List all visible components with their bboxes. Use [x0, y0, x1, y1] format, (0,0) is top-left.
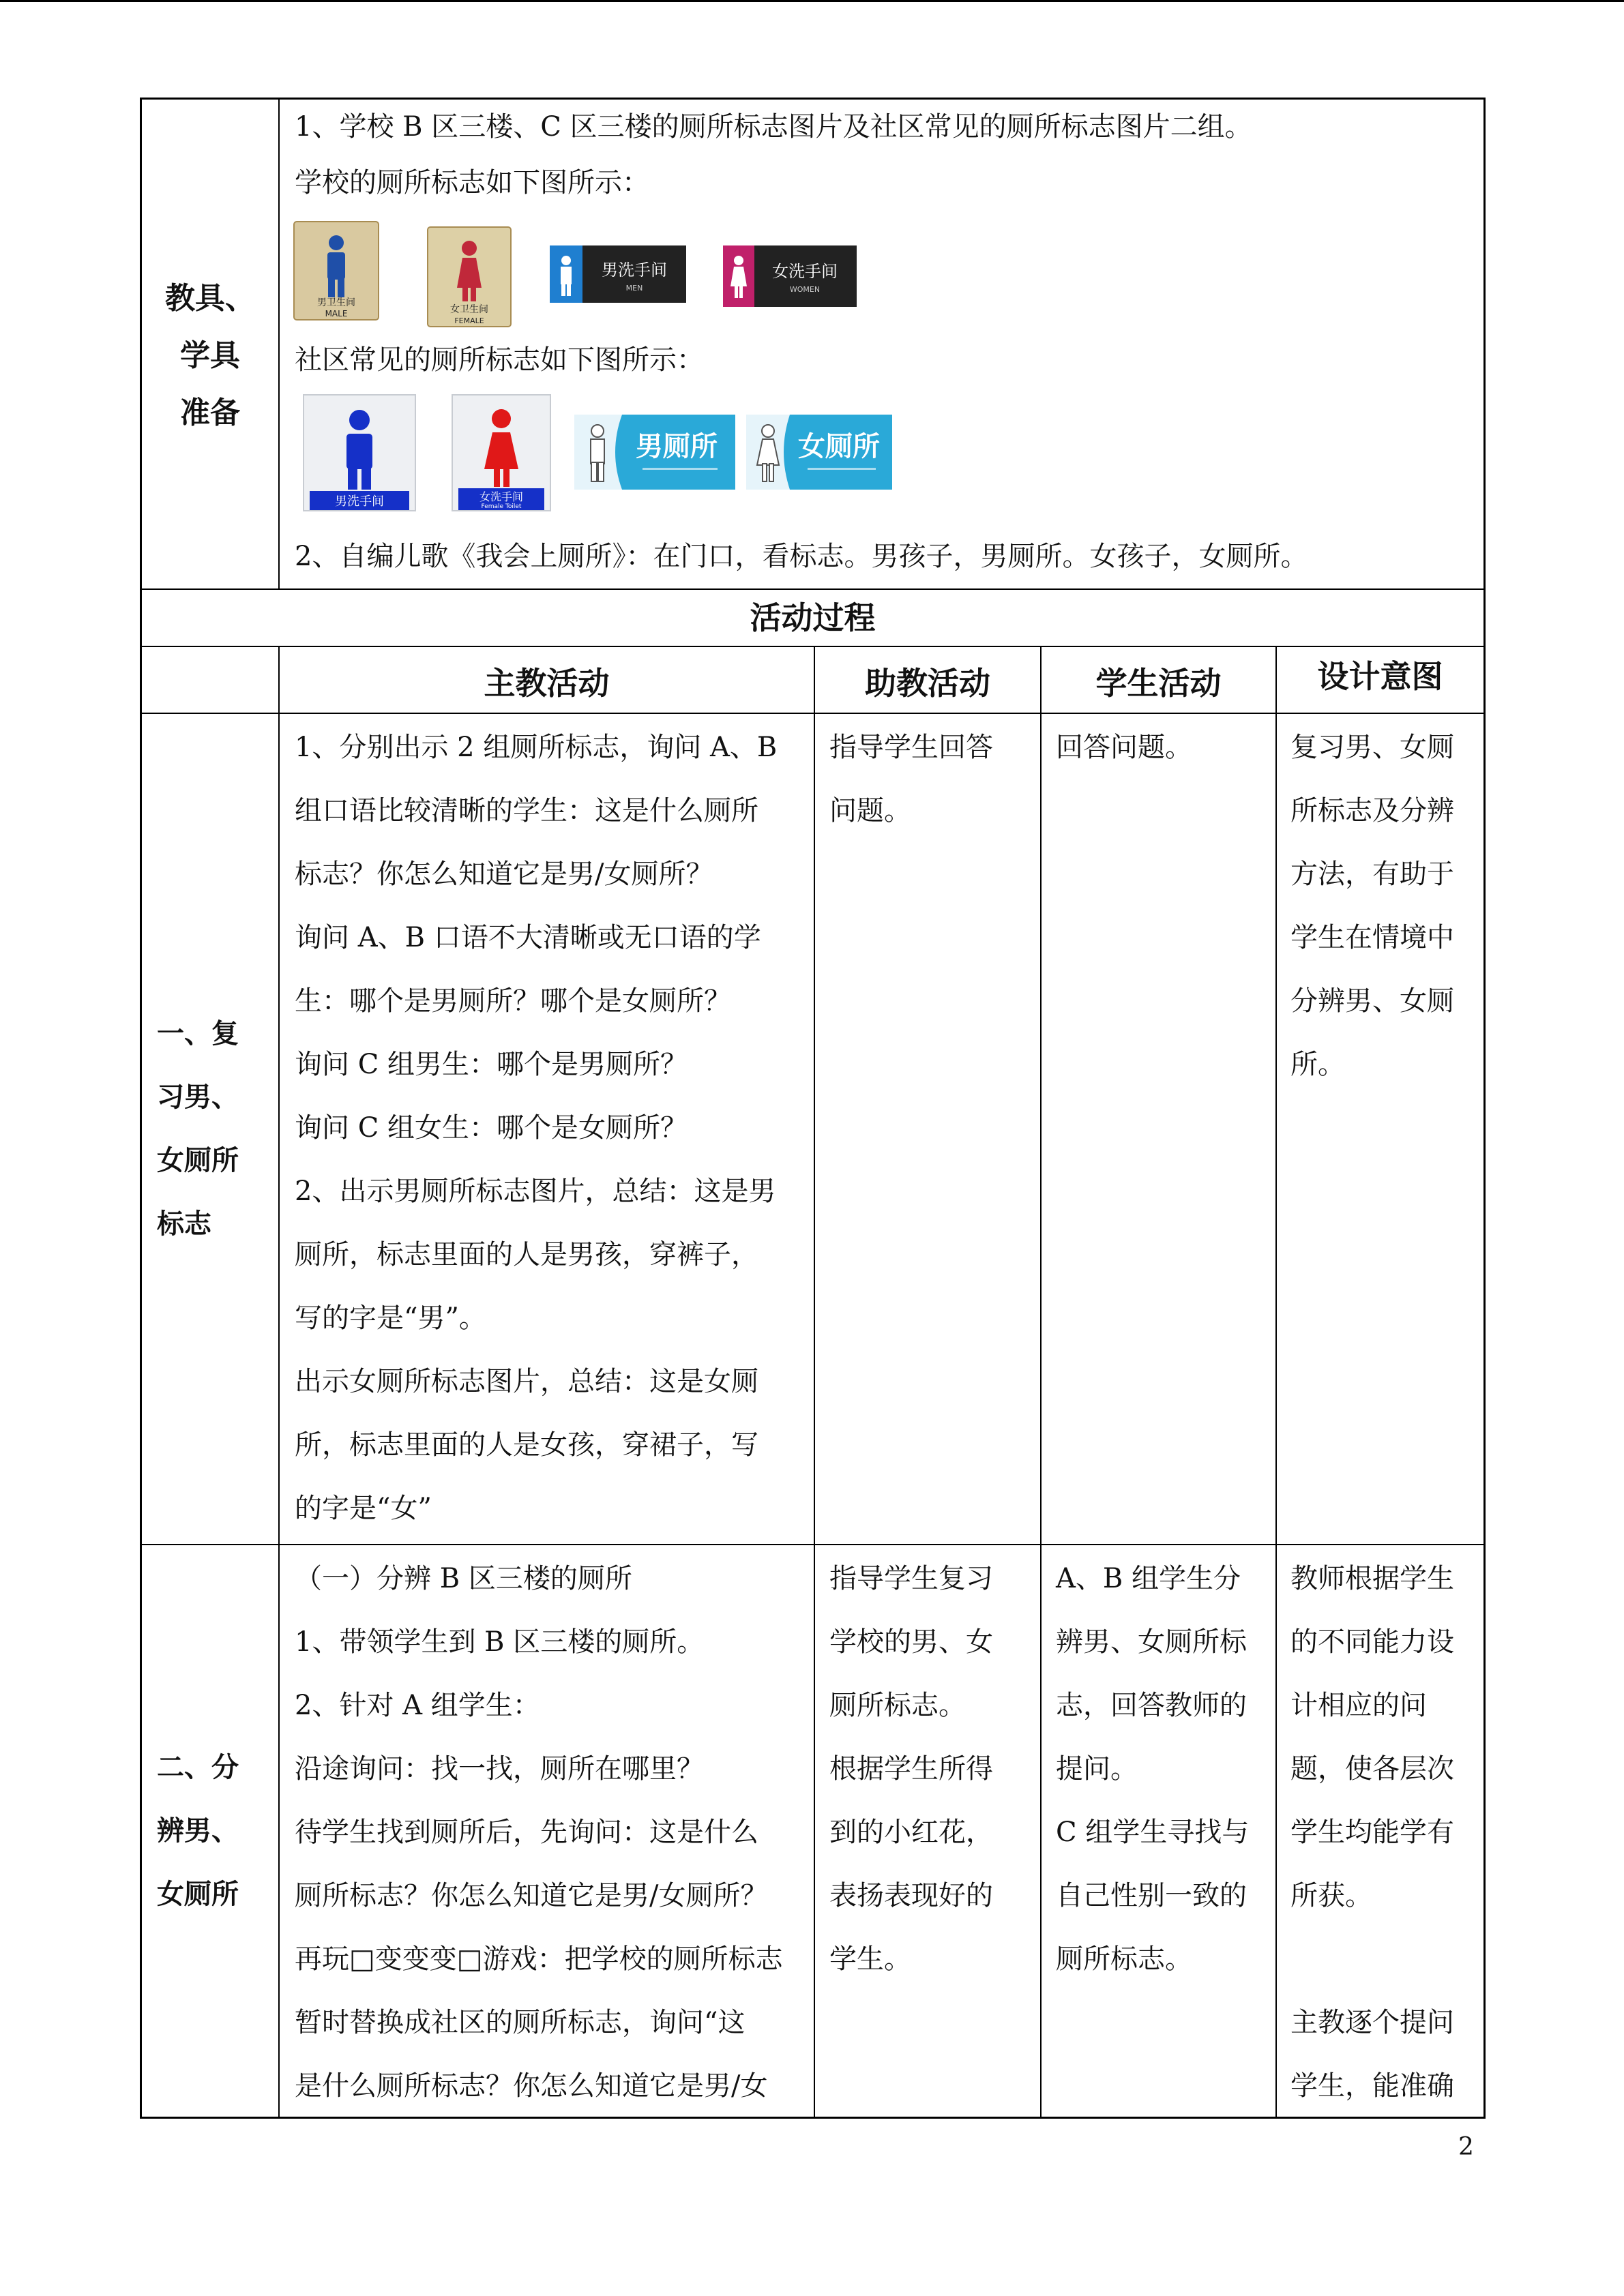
- section2-assist: [829, 1547, 1034, 1991]
- col-divider: [278, 100, 280, 588]
- text-line: A、B 组学生分: [1056, 1563, 1241, 1594]
- sign-caption-en: MEN: [625, 284, 643, 293]
- page-number: 2: [1458, 2133, 1474, 2161]
- prep-line-2: 学校的厕所标志如下图所示：: [295, 167, 649, 198]
- sign-caption-en: FEMALE: [454, 316, 484, 325]
- community-male-sign: [303, 394, 416, 511]
- women-washroom-icon: [723, 245, 857, 307]
- process-title: 活动过程: [750, 599, 876, 636]
- text-line: 学生。: [829, 1943, 911, 1975]
- section-label-line: 辨男、: [157, 1815, 239, 1847]
- text-line: 指导学生回答: [829, 732, 993, 763]
- lesson-plan-table: [140, 98, 1486, 2119]
- section2-student: [1056, 1547, 1273, 1991]
- text-line: 询问 C 组女生：哪个是女厕所？: [295, 1112, 688, 1144]
- text-line: 计相应的问: [1290, 1690, 1427, 1721]
- sign-caption-en: WOMEN: [789, 285, 821, 294]
- section1-main: [295, 716, 810, 1540]
- text-line: 表扬表现好的: [829, 1880, 993, 1911]
- text-line: 出示女厕所标志图片，总结：这是女厕: [295, 1366, 758, 1397]
- text-line: 暂时替换成社区的厕所标志，询问“这: [295, 2007, 745, 2038]
- text-line: 学校的男、女: [829, 1626, 993, 1658]
- section1-label: [157, 1002, 273, 1255]
- text-line: 生：哪个是男厕所？哪个是女厕所？: [295, 985, 731, 1017]
- text-line: 1、分别出示 2 组厕所标志，询问 A、B: [295, 732, 778, 763]
- row-divider: [142, 1544, 1483, 1545]
- col-header-main: 主教活动: [484, 665, 610, 702]
- text-line: 教师根据学生: [1290, 1563, 1454, 1594]
- text-line: 所标志及分辨: [1290, 795, 1454, 826]
- row-divider: [142, 713, 1483, 714]
- text-line: 2、针对 A 组学生：: [295, 1690, 540, 1721]
- section1-student: [1056, 716, 1273, 779]
- text-line: 沿途询问：找一找，厕所在哪里？: [295, 1753, 704, 1785]
- col-divider: [1040, 646, 1042, 2119]
- sign-caption: 男洗手间: [602, 260, 667, 280]
- section-label-line: 习男、: [157, 1081, 239, 1113]
- prep-label: [142, 270, 278, 442]
- section1-assist: [829, 716, 1034, 843]
- section2-main: [295, 1547, 810, 2118]
- male-restroom-icon: [303, 394, 416, 511]
- col-divider: [1275, 646, 1277, 2119]
- text-line: 复习男、女厕: [1290, 732, 1454, 763]
- text-line: 回答问题。: [1056, 732, 1192, 763]
- text-line: 写的字是“男”。: [295, 1302, 486, 1334]
- text-line: 询问 A、B 口语不大清晰或无口语的学: [295, 922, 761, 953]
- sign-caption: 女洗手间: [479, 490, 524, 503]
- text-line: 1、带领学生到 B 区三楼的厕所。: [295, 1626, 705, 1658]
- col-header-assist: 助教活动: [865, 665, 990, 702]
- section-label-line: 一、复: [157, 1017, 239, 1049]
- school-female-sign: [427, 226, 512, 327]
- text-line: C 组学生寻找与: [1056, 1817, 1250, 1848]
- text-line: 主教逐个提问: [1290, 2007, 1454, 2038]
- prep-label-line: 学具: [180, 338, 240, 373]
- sign-caption: 男厕所: [636, 431, 718, 462]
- col-divider: [814, 646, 815, 2119]
- sign-caption: 女厕所: [798, 431, 880, 462]
- text-line: 分辨男、女厕: [1290, 985, 1454, 1017]
- text-line: 厕所标志。: [829, 1690, 966, 1721]
- male-restroom-icon: [293, 221, 379, 320]
- section-label-line: 二、分: [157, 1751, 239, 1783]
- text-line: 方法，有助于: [1290, 859, 1454, 890]
- text-line: 提问。: [1056, 1753, 1138, 1785]
- prep-line-1: 1、学校 B 区三楼、C 区三楼的厕所标志图片及社区常见的厕所标志图片二组。: [295, 111, 1252, 143]
- female-restroom-icon: [427, 226, 512, 327]
- sign-caption: 男洗手间: [335, 494, 384, 509]
- sign-caption: 女洗手间: [772, 262, 838, 281]
- men-washroom-icon: [550, 245, 686, 303]
- school-male-sign: [293, 221, 379, 320]
- text-line: 是什么厕所标志？你怎么知道它是男/女: [295, 2070, 768, 2102]
- community-women-sign: [746, 415, 892, 490]
- sign-caption: 女卫生间: [450, 304, 488, 315]
- section-label-line: 女厕所: [157, 1878, 239, 1910]
- text-line: 所。: [1290, 1049, 1345, 1080]
- text-line: 再玩□变变变□游戏：把学校的厕所标志: [295, 1943, 783, 1975]
- text-line: 组口语比较清晰的学生：这是什么厕所: [295, 795, 758, 826]
- prep-line-3: 社区常见的厕所标志如下图所示：: [295, 344, 704, 376]
- sign-caption-en: MALE: [325, 309, 348, 318]
- text-line: 所获。: [1290, 1880, 1372, 1911]
- sign-caption: 男卫生间: [317, 297, 355, 308]
- text-line: 厕所标志。: [1056, 1943, 1192, 1975]
- section2-intent: [1290, 1547, 1481, 2118]
- text-line: 志，回答教师的: [1056, 1690, 1247, 1721]
- col-header-student: 学生活动: [1095, 665, 1222, 702]
- text-line: 标志？你怎么知道它是男/女厕所？: [295, 859, 713, 890]
- text-line: 学生在情境中: [1290, 922, 1454, 953]
- text-line: （一）分辨 B 区三楼的厕所: [295, 1563, 632, 1594]
- female-restroom-icon: [452, 394, 551, 511]
- prep-label-line: 准备: [180, 396, 240, 430]
- men-toilet-icon: [574, 415, 735, 490]
- community-female-sign: [452, 394, 551, 511]
- section-label-line: 标志: [157, 1208, 211, 1240]
- text-line: 学生，能准确: [1290, 2070, 1454, 2102]
- school-women-sign: [723, 245, 857, 307]
- text-line: 的不同能力设: [1290, 1626, 1454, 1658]
- text-line: 题，使各层次: [1290, 1753, 1454, 1785]
- text-line: 到的小红花，: [829, 1817, 993, 1848]
- section2-label: [157, 1735, 273, 1926]
- section1-intent: [1290, 716, 1481, 1097]
- women-toilet-icon: [746, 415, 892, 490]
- text-line: 2、出示男厕所标志图片，总结：这是男: [295, 1176, 776, 1207]
- text-line: 根据学生所得: [829, 1753, 993, 1785]
- section-label-line: 女厕所: [157, 1144, 239, 1176]
- text-line: 厕所标志？你怎么知道它是男/女厕所？: [295, 1880, 768, 1911]
- text-line: 待学生找到厕所后，先询问：这是什么: [295, 1817, 758, 1848]
- col-header-intent: 设计意图: [1317, 658, 1443, 695]
- community-men-sign: [574, 415, 735, 490]
- text-line: 辨男、女厕所标: [1056, 1626, 1247, 1658]
- text-line: 指导学生复习: [829, 1563, 993, 1594]
- prep-line-4: 2、自编儿歌《我会上厕所》：在门口，看标志。男孩子，男厕所。女孩子，女厕所。: [295, 541, 1308, 572]
- text-line: 学生均能学有: [1290, 1817, 1454, 1848]
- prep-label-line: 教具、: [165, 281, 255, 316]
- sign-caption-en: Female Toilet: [481, 503, 522, 510]
- text-line: 问题。: [829, 795, 911, 826]
- text-line: [1290, 1928, 1481, 1991]
- text-line: 自己性别一致的: [1056, 1880, 1247, 1911]
- text-line: 所，标志里面的人是女孩，穿裙子，写: [295, 1429, 758, 1461]
- col-divider: [278, 646, 280, 2119]
- page-top-rule: [0, 0, 1624, 2]
- text-line: 厕所，标志里面的人是男孩，穿裤子，: [295, 1239, 758, 1270]
- row-divider: [142, 646, 1483, 647]
- school-men-sign: [550, 245, 686, 303]
- text-line: 的字是“女”: [295, 1493, 432, 1524]
- text-line: 询问 C 组男生：哪个是男厕所？: [295, 1049, 688, 1080]
